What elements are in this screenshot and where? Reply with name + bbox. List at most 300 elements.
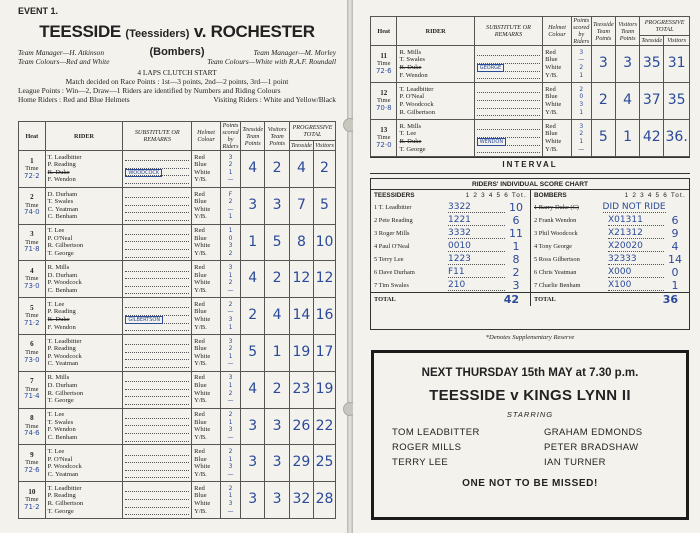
next-meeting-fixture: TEESSIDE v KINGS LYNN II [429,387,631,404]
rider-points: 3 [228,242,233,250]
next-meeting-date: NEXT THURSDAY 15th MAY at 7.30 p.m. [421,367,639,379]
helmet-colour: Y/B. [194,360,207,368]
visitor-team-points: 2 [265,151,289,188]
substitute-cell [474,83,542,120]
rider-name: T. George [47,250,74,258]
visitor-team-points: 2 [265,371,289,408]
remarks-line [125,471,189,479]
remarks-line [125,508,189,516]
helmet-colour-cell [192,408,221,445]
visitor-team-points: 4 [265,298,289,335]
helmet-colour: Y/B. [194,507,207,515]
heat-number: 4 [30,266,34,275]
rider-points: 1 [579,71,584,79]
starring-rider-name: GRAHAM EDMONDS [544,427,643,438]
rider-name: P. Woodcock [47,352,82,360]
helmet-colour: Y/B. [194,434,207,442]
progressive-home-total: 7 [289,187,313,224]
heat-score-table-left [18,121,336,519]
heat-time: 71·2 [24,318,40,327]
remarks-line [125,456,189,464]
remarks-line [125,338,189,346]
heat-number-header: 1 2 3 4 5 6 Tot. [465,192,527,199]
rider-points: 2 [228,448,233,456]
remarks-line [125,287,189,295]
next-meeting-advert [371,350,689,520]
riders-cell [45,298,123,335]
helmet-colour: Y/B. [194,397,207,405]
heat-time: 72·6 [375,66,392,75]
remarks-line [125,161,189,169]
progressive-visitor-total: 19 [313,371,335,408]
column-header-progressive: PROGRESSIVE TOTAL [289,122,335,141]
rider-points-cell [221,224,241,261]
remarks-line [125,360,189,368]
substitute-name: WOODCOCK [125,169,162,177]
bombers-label: BOMBERS [534,192,567,199]
rider-points: 3 [228,500,233,508]
rider-points-cell [221,408,241,445]
riders-cell [45,261,123,298]
chart-rider-name: 2 Pete Reading [374,217,413,224]
substitute-cell [123,151,192,188]
column-header-progressive: PROGRESSIVE TOTAL [640,17,690,36]
rider-name: R. Gilbertson [399,108,436,116]
remarks-line [125,308,189,316]
rider-name: T. Lee [47,300,65,308]
substitute-cell [123,261,192,298]
helmet-colour: Red [194,411,205,419]
home-team-points: 3 [241,445,265,482]
helmet-colour: Blue [194,234,207,242]
riders-cell [45,224,123,261]
rider-name: F. Wendon [399,71,428,79]
match-info [18,48,336,104]
remarks-line [125,353,189,361]
chart-heat-scores: X100 [608,280,664,291]
rider-points: 0 [228,234,233,242]
chart-heat-scores: X000 [608,267,664,278]
chart-rider-name: 6 Dave Durham [374,269,415,276]
starring-rider-name: ROGER MILLS [392,442,462,453]
starring-rider-name: TERRY LEE [392,457,449,468]
helmet-colour: Y/B. [194,176,207,184]
chart-rider-name: 2 Frank Wendon [534,217,577,224]
progressive-home-total: 37 [640,83,664,120]
visitor-team-points: 3 [265,482,289,519]
heat-row [19,151,336,188]
column-header-prog-away: Visitors [315,141,334,149]
chart-rider-name: 4 Paul O'Neal [374,243,410,250]
heat-cell [19,261,46,298]
heat-number: 2 [30,193,34,202]
helmet-colour: Blue [194,308,207,316]
heat-cell [19,224,46,261]
starring-rider-name: IAN TURNER [544,457,606,468]
helmet-colour-cell [192,371,221,408]
rider-points: 2 [579,130,584,138]
rider-name: T. Swales [47,198,74,206]
league-points-rule: League Points : Win—2, Draw—1 Riders are identified by Numbers and Riding Colours [18,86,281,95]
home-team-points: 1 [241,224,265,261]
score-chart-title: RIDERS' INDIVIDUAL SCORE CHART [371,179,689,190]
remarks-line [125,235,189,243]
substitute-name: WENDON [477,138,506,146]
riders-cell [397,46,474,83]
rider-score-line [531,266,689,279]
rider-points: 3 [228,463,233,471]
visitor-team-points: 1 [615,120,639,157]
riders-cell [397,120,474,157]
heat-cell [19,482,46,519]
rider-name: C. Yeatman [47,360,79,368]
helmet-colour: Red [194,337,205,345]
rider-points: 2 [579,64,584,71]
rider-points: 3 [228,316,233,324]
time-label: Time [25,312,39,320]
helmet-colour: Y/B. [194,323,207,331]
substitute-cell [123,445,192,482]
away-team-nick: (Bombers) [149,46,205,58]
heat-cell [19,371,46,408]
chart-rider-total: 6 [512,214,520,227]
heat-time: 74·0 [24,208,40,217]
versus-label: v. [193,22,207,41]
starring-label: STARRING [506,410,554,419]
home-team-points: 2 [241,298,265,335]
heat-number: 6 [30,340,34,349]
rider-name: R. Gilbertson [47,500,84,508]
rider-name: T. Swales [47,418,74,426]
chart-heat-scores: F11 [448,267,505,278]
heat-cell [19,334,46,371]
time-label: Time [376,97,391,105]
riders-cell [45,408,123,445]
helmet-colour: Red [194,153,205,161]
rider-points: — [227,176,234,184]
remarks-line [125,324,189,332]
remarks-line [477,130,540,138]
remarks-line [125,206,189,214]
heat-row [19,371,336,408]
heat-time: 73·0 [24,282,40,291]
progressive-visitor-total: 17 [313,334,335,371]
chart-heat-scores: 3332 [448,228,505,239]
helmet-colour: White [194,352,211,360]
away-team-name: ROCHESTER [210,22,315,41]
helmet-colour: White [194,500,211,508]
chart-heat-scores: 210 [448,280,505,291]
helmet-colour: Blue [194,161,207,169]
remarks-line [125,191,189,199]
interval-label: INTERVAL [502,160,558,169]
helmet-colour-cell [192,187,221,224]
rider-points: 3 [228,153,233,161]
heat-time: 72·6 [24,466,40,475]
progressive-visitor-total: 35 [664,83,690,120]
chart-heat-scores: 0010 [448,241,505,252]
helmet-colour: White [194,463,211,471]
home-team-points: 3 [241,482,265,519]
rider-points-cell [221,187,241,224]
rider-points: 3 [228,426,233,434]
remarks-line [125,463,189,471]
time-label: Time [25,422,39,430]
remarks-line [477,146,540,154]
away-colours: Team Colours—White with R.A.F. Roundall [207,57,336,66]
remarks-line [477,101,540,109]
riders-score-chart [370,178,690,330]
heat-cell [371,83,397,120]
progressive-home-total: 23 [289,371,313,408]
rider-points-cell [571,120,591,157]
helmet-colour: Y/B. [545,145,558,153]
chart-heat-scores: DID NOT RIDE [602,202,666,212]
remarks-line [125,301,189,309]
remarks-line [477,138,540,146]
remarks-line [125,176,189,184]
rider-name: F. Wendon [47,176,76,184]
helmet-colour: Blue [194,492,207,500]
rider-name: T. Lee [47,448,65,456]
riders-cell [45,151,123,188]
remarks-line [125,272,189,280]
divider [370,157,690,158]
rider-name: P. Woodcock [47,463,82,471]
rider-name: B. Duke [47,316,70,324]
chart-heat-scores: 1221 [448,215,505,226]
riders-cell [45,445,123,482]
divider [370,173,690,174]
substitute-cell [474,46,542,83]
chart-heat-scores: 1223 [448,254,505,265]
column-header-heat: Heat [371,17,397,46]
home-team-nick: (Teessiders) [125,28,190,40]
helmet-colour-cell [192,334,221,371]
rider-points: — [227,286,234,294]
rider-name: F. Wendon [47,426,76,434]
helmet-colour: White [194,168,211,176]
column-header-subs: SUBSTITUTE OR REMARKS [123,122,192,151]
rider-points: — [227,470,234,478]
riders-cell [45,334,123,371]
progressive-home-total: 19 [289,334,313,371]
column-header-home-pts: Teesside Team Points [591,17,615,46]
rider-name: P. O'Neal [47,234,73,242]
chart-rider-name: 6 Chris Yeatman [534,269,577,276]
rider-points: 1 [228,227,233,235]
bombers-score-column [530,190,689,292]
chart-rider-total: 1 [671,279,679,292]
rider-name: P. O'Neal [47,455,73,463]
remarks-line [477,72,540,80]
rider-name: B. Duke [399,64,422,71]
rider-points: 1 [228,455,233,463]
chart-rider-total: 9 [671,227,679,240]
helmet-colour: Red [194,190,205,198]
riders-cell [45,482,123,519]
column-header-helmet: Helmet Colour [543,17,572,46]
rider-points: 3 [228,337,233,345]
helmet-colour: Blue [194,198,207,206]
column-header-heat: Heat [19,122,46,151]
helmet-colour: Red [194,300,205,308]
heat-number: 7 [30,377,34,386]
substitute-cell [123,298,192,335]
progressive-visitor-total: 28 [313,482,335,519]
substitute-cell [474,120,542,157]
starring-rider-name: PETER BRADSHAW [544,442,639,453]
supplementary-reserve-footnote: *Denotes Supplementary Reserve [485,334,575,341]
event-label: EVENT 1. [18,6,59,16]
substitute-cell [123,371,192,408]
rider-points: 2 [228,279,233,287]
chart-rider-total: 1 [512,240,520,253]
chart-rider-total: 2 [512,266,520,279]
heat-row [19,187,336,224]
remarks-line [125,492,189,500]
home-helmets: Home Riders : Red and Blue Helmets [18,95,130,104]
rider-points: 1 [228,271,233,279]
rider-points: 3 [228,264,233,272]
rider-name: R. Mills [47,374,70,382]
progressive-visitor-total: 22 [313,408,335,445]
rider-name: P. O'Neal [399,93,425,101]
heat-number: 11 [380,51,388,60]
time-label: Time [25,385,39,393]
home-team-points: 3 [241,187,265,224]
helmet-colour: Blue [545,93,558,101]
rider-points: F [228,190,233,198]
progressive-visitor-total: 12 [313,261,335,298]
rider-points-cell [221,261,241,298]
progressive-visitor-total: 2 [313,151,335,188]
rider-name: B. Duke [47,168,70,176]
helmet-colour: White [194,242,211,250]
remarks-line [125,390,189,398]
rider-name: P. Woodcock [47,279,82,287]
helmet-colour: Blue [194,382,207,390]
rider-points-cell [221,151,241,188]
column-header-subs: SUBSTITUTE OR REMARKS [474,17,542,46]
heat-row [19,334,336,371]
visitor-team-points: 5 [265,224,289,261]
race-format: 4 LAPS CLUTCH START [137,68,217,77]
chart-heat-scores: 32333 [608,254,664,265]
remarks-line [125,250,189,258]
chart-rider-total: 4 [671,240,679,253]
heat-row [19,482,336,519]
heat-number: 12 [380,88,388,97]
heat-number: 13 [380,125,388,134]
rider-points: 3 [579,48,584,56]
time-label: Time [25,496,39,504]
rider-points: 2 [228,389,233,397]
heat-cell [371,120,397,157]
column-header-points: Points scored by Riders [573,17,590,45]
time-label: Time [25,459,39,467]
rider-points: — [227,308,234,316]
rider-points-cell [571,46,591,83]
remarks-line [125,264,189,272]
visitor-team-points: 3 [615,46,639,83]
rider-name: P. Reading [47,161,76,169]
substitute-cell [123,334,192,371]
rider-name: T. Leadbitter [47,484,82,492]
rider-points: 1 [228,382,233,390]
remarks-line [477,86,540,94]
rider-score-line [531,227,689,240]
home-team-points: 4 [241,151,265,188]
rider-score-line [371,227,530,240]
helmet-colour: Red [194,227,205,235]
heat-score-table-right [370,16,690,157]
helmet-colour: Blue [194,345,207,353]
helmet-colour: Y/B. [194,213,207,221]
remarks-line [125,426,189,434]
rider-score-line [371,253,530,266]
chart-rider-name: 1 T. Leadbitter [374,204,412,211]
rider-points: 1 [228,168,233,176]
chart-rider-name: 1 Barry Duke (C) [534,204,579,211]
visitor-team-points: 1 [265,334,289,371]
rider-score-line [531,240,689,253]
time-label: Time [376,134,391,142]
rider-name: R. Mills [399,48,422,56]
rider-name: T. George [47,507,74,515]
progressive-home-total: 12 [289,261,313,298]
heat-row [19,445,336,482]
remarks-line [477,109,540,117]
remarks-line [125,345,189,353]
helmet-colour: White [194,426,211,434]
helmet-colour: Red [545,122,556,130]
home-team-points: 3 [591,46,615,83]
rider-name: T. Leadbitter [399,85,434,93]
rider-points: 2 [228,300,233,308]
rider-name: P. Reading [47,492,76,500]
remarks-line [125,500,189,508]
heat-time: 72·2 [24,171,40,180]
rider-points: — [227,360,234,368]
chart-rider-total: 10 [509,201,523,214]
rider-name: T. George [47,397,74,405]
helmet-colour: Y/B. [194,470,207,478]
home-team-points: 3 [241,408,265,445]
rider-name: P. Reading [47,308,76,316]
chart-rider-name: 7 Charlie Benham [534,282,581,289]
rider-points: 1 [579,138,584,145]
remarks-line [125,169,189,177]
rider-points: 2 [579,85,584,93]
home-team-points: 2 [591,83,615,120]
time-label: Time [25,201,39,209]
teesside-label: TEESSIDERS [374,192,415,199]
remarks-line [125,213,189,221]
visitor-team-points: 3 [265,445,289,482]
heat-number: 8 [30,414,34,423]
heat-number: 3 [30,230,34,239]
rider-name: D. Durham [47,190,78,198]
substitute-cell [123,224,192,261]
heat-number: 1 [30,156,34,165]
rider-name: T. Leadbitter [47,153,82,161]
teesside-total: 42 [503,293,519,306]
chart-rider-total: 6 [671,214,679,227]
remarks-line [477,56,540,64]
heat-cell [19,151,46,188]
rider-name: T. Lee [47,411,65,419]
